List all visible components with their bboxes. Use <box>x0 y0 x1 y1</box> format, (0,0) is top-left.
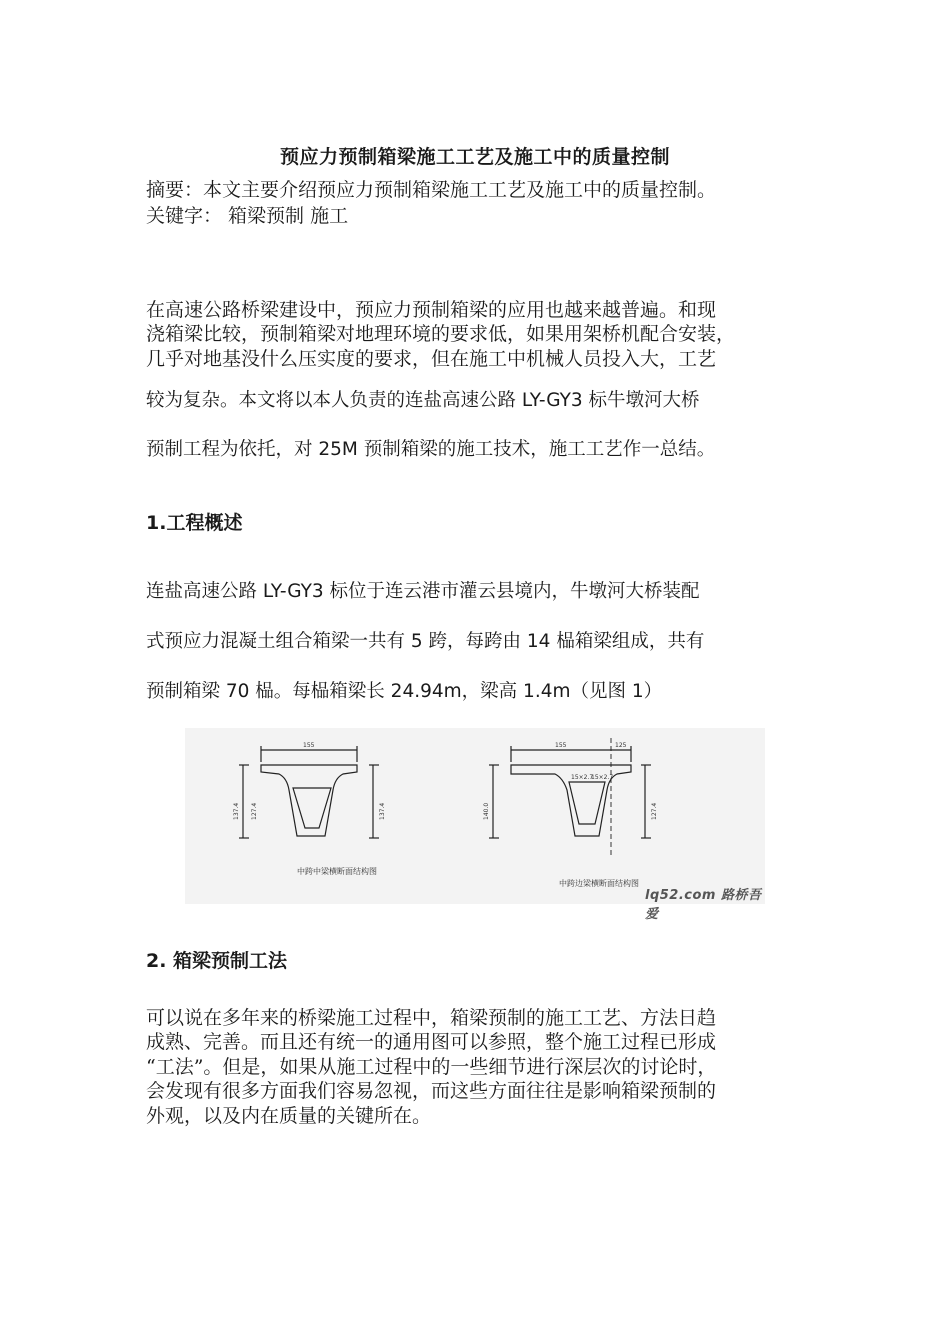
section2-line: “工法”。但是，如果从施工过程中的一些细节进行深层次的讨论时， <box>146 1056 717 1078</box>
section2-line: 可以说在多年来的桥梁施工过程中，箱梁预制的施工工艺、方法日趋 <box>146 1007 717 1029</box>
cross-section-drawings <box>185 728 765 904</box>
right-void-label-a: 15×2.7 <box>571 774 594 781</box>
left-side-dim-label-b: 127.4 <box>251 802 258 820</box>
section1-line: 预制箱梁 70 榀。每榀箱梁长 24.94m，梁高 1.4m（见图 1） <box>146 681 663 702</box>
intro-line: 几乎对地基没什么压实度的要求，但在施工中机械人员投入大，工艺 <box>146 348 717 370</box>
section1-line: 式预应力混凝土组合箱梁一共有 5 跨，每跨由 14 榀箱梁组成，共有 <box>146 631 705 652</box>
left-side-dim-label-a: 137.4 <box>233 802 240 820</box>
keywords-text: 关键字： 箱梁预制 施工 <box>146 205 349 227</box>
section1-heading: 1.工程概述 <box>146 512 243 534</box>
intro-line: 预制工程为依托，对 25M 预制箱梁的施工技术，施工工艺作一总结。 <box>146 439 716 460</box>
right-side-dim-label-b: 127.4 <box>651 802 658 820</box>
section2-line: 外观，以及内在质量的关键所在。 <box>146 1105 432 1127</box>
box-girder-cross-section-figure <box>185 728 765 922</box>
right-void-label-b: 15×2.7 <box>591 774 614 781</box>
left-side-dim-label-c: 137.4 <box>379 802 386 820</box>
intro-line: 浇箱梁比较，预制箱梁对地理环境的要求低，如果用架桥机配合安装， <box>146 323 736 345</box>
right-figure-caption: 中跨边梁横断面结构图 <box>559 879 639 888</box>
left-top-dim-label: 155 <box>303 742 315 749</box>
left-girder-void <box>293 788 331 828</box>
abstract-text: 摘要：本文主要介绍预应力预制箱梁施工工艺及施工中的质量控制。 <box>146 179 717 201</box>
left-figure-caption: 中跨中梁横断面结构图 <box>297 867 377 876</box>
section2-heading: 2. 箱梁预制工法 <box>146 950 288 972</box>
intro-line: 较为复杂。本文将以本人负责的连盐高速公路 LY-GY3 标牛墩河大桥 <box>146 390 700 411</box>
section2-line: 会发现有很多方面我们容易忽视，而这些方面往往是影响箱梁预制的 <box>146 1080 717 1102</box>
section1-line: 连盐高速公路 LY-GY3 标位于连云港市灌云县境内，牛墩河大桥装配 <box>146 581 700 602</box>
document-title: 预应力预制箱梁施工工艺及施工中的质量控制 <box>279 146 670 168</box>
right-side-dim-label-a: 140.0 <box>483 802 490 820</box>
intro-line: 在高速公路桥梁建设中，预应力预制箱梁的应用也越来越普遍。和现 <box>146 299 717 321</box>
right-top-dim-label-a: 155 <box>555 742 567 749</box>
figure-watermark: lq52.com 路桥吾爱 <box>645 888 762 922</box>
left-girder-outline <box>261 765 357 836</box>
section2-line: 成熟、完善。而且还有统一的通用图可以参照，整个施工过程已形成 <box>146 1031 717 1053</box>
right-top-dim-label-b: 125 <box>615 742 627 749</box>
right-girder-void <box>569 782 605 824</box>
